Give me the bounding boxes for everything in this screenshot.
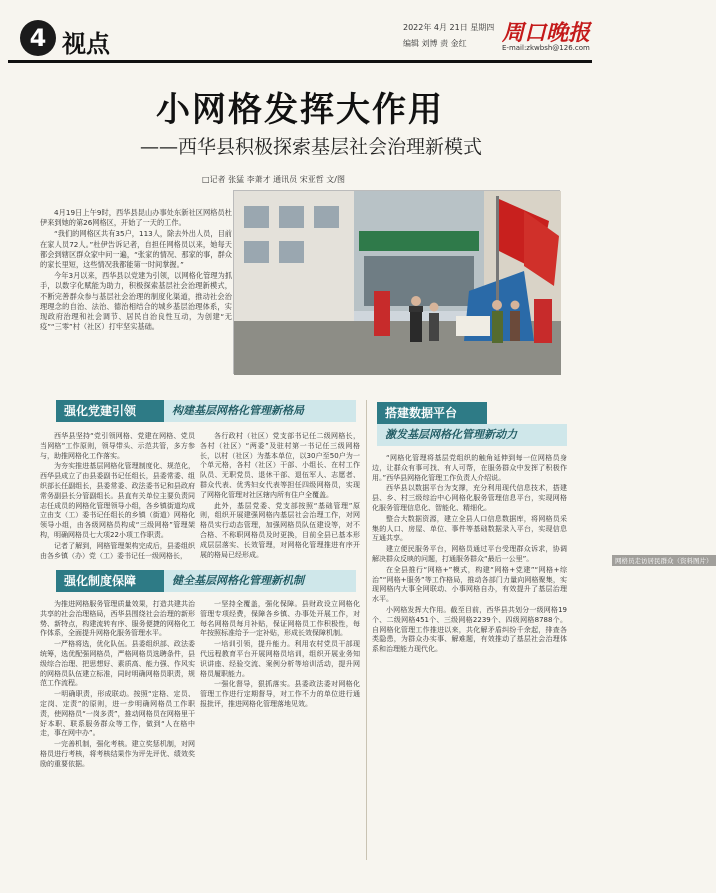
article-headline: 小网格发挥大作用 <box>156 90 444 130</box>
section-paragraph: 小网格发挥大作用。截至目前，西华县共划分一级网格19个、二级网格451个、三级网格2239个、四级网格8788个。自网格化管理工作推进以来，共化解矛盾纠纷千余起，排查各类隐患，为群众办实事、解难题，有效推动了基层社会治理体系和治理能力现代化。 <box>372 605 567 654</box>
editor-credit: 编辑 刘博 责 金红 <box>403 39 467 48</box>
lead-paragraph: 4月19日上午9时，西华县昆山办事处东新社区网格员杜伊来到她的第26网格区，开始了一天的工作。 <box>40 208 232 228</box>
header-rule <box>8 60 592 63</box>
section-paragraph: 一坚持全覆盖，强化保障。县财政设立网格化管理专项经费，保障各乡镇、办事处开展工作，对每名网格员每月补贴，保证网格员工作积极性，每年按照标准给予一定补贴，形成长效保障机制。 <box>200 600 360 638</box>
section-subtitle-1: 构建基层网格化管理新格局 <box>164 400 356 422</box>
page-header <box>8 10 592 66</box>
section-banner-2 <box>56 570 356 592</box>
section-paragraph: “网格化管理将基层党组织的触角延伸到每一位网格员身边，让群众有事可找、有人可帮，在服务群众中发挥了积极作用。”西华县网格化管理工作负责人介绍说。 <box>372 454 567 482</box>
section-paragraph: 为推进网格服务管理质量效果，打造共建共治共享的社会治理格局，西华县围绕社会治理的新形势、新特点，构建流转有序、服务便捷的网格化工作体系，全面提升网格化服务管理水平。 <box>40 600 195 638</box>
article-subheadline: ——西华县积极探索基层社会治理新模式 <box>140 136 483 158</box>
section-banner-3 <box>377 402 567 446</box>
section-paragraph: 在全县推行“网格+”模式，构建“网格+党建”“网格+综治”“网格+服务”等工作格局，推动各部门力量向网格聚集，实现网格内大事全网联动、小事网格自办，有效提升了基层治理水平。 <box>372 565 567 604</box>
section-paragraph: 一培训引领，提升能力。利用农村党员干部现代远程教育平台开展网格员培训，组织开展业务知识讲座、经验交流、案例分析等培训活动，提升网格员履职能力。 <box>200 640 360 678</box>
section-paragraph: 记者了解到，网格管理架构完成后，县委组织由各乡镇（办）党（工）委书记任一级网格长， <box>40 541 195 560</box>
street-scene-illustration <box>234 191 561 375</box>
section-title-3: 搭建数据平台 <box>377 402 487 424</box>
section-paragraph: 一强化督导，狠抓落实。县委政法委对网格化管理工作进行定期督导，对工作不力的单位进行通报批评，推进网格化管理落地见效。 <box>200 680 360 708</box>
lead-paragraph: 今年3月以来，西华县以党建为引领，以网格化管理为抓手，以数字化赋能为助力，积极探索基层社会治理新模式，不断完善群众参与基层社会治理的制度化渠道，推动社会治理理念的自治、法治、德治相结合的城乡基层治理体系，实现政府治理和社会调节、居民自治良性互动，为创建“无疫”“三零”村（社区）打牢坚实基础。 <box>40 271 232 332</box>
contact-email: E-mail:zkwbsh@126.com <box>502 44 590 52</box>
section-paragraph: 一明确职责，形成联动。按照“定格、定员、定岗、定责”的原则，进一步明确网格员工作职责，使网格员“一岗多责”，推动网格员在网格里干好本职、联系服务群众等工作，做到“人在格中走，事在网中办”。 <box>40 690 195 738</box>
section-title-1: 强化党建引领 <box>56 400 164 422</box>
section-paragraph: 西华县坚持“党引领网格、党建在网格、党员当网格”工作原则，领导带头、示范共管，多方参与，助推网格化工作落实。 <box>40 432 195 460</box>
section-paragraph: 建立便民服务平台，网格员通过平台受理群众诉求，协调解决群众反映的问题，打通服务群众“最后一公里”。 <box>372 545 567 563</box>
section-name: 视点 <box>62 29 110 58</box>
section-paragraph: 为夯实推进基层网格化管理制度化、规范化，西华县成立了由县委副书记任组长，县委常委、组织部长任副组长，县委常委、政法委书记和县政府常务副县长分管副组长。县直有关单位主要负责同志任成员的网格化管理领导小组，各乡镇街道均成立由支（工）委书记任组长的乡镇（街道）网格化领导小组，由各级网格员构成“三级网格”管理架构，明确网格员七大项22小项工作职责。 <box>40 462 195 539</box>
section-3-column <box>372 454 567 854</box>
section-subtitle-3: 激发基层网格化管理新动力 <box>377 424 567 446</box>
page-number: 4 <box>20 20 56 56</box>
lead-paragraph: “我们的网格区共有35户，113人，除去外出人员，目前在家人员72人。”杜伊告诉记者，自担任网格员以来，她每天都会到辖区群众家中问一遍，“张家的情况、那家的事，群众的家长里短，这些情况我都能第一时间掌握。” <box>40 229 232 270</box>
article-lead <box>40 208 232 333</box>
section-paragraph: 整合大数据资源，建立全县人口信息数据库，将网格员采集的人口、房屋、单位、事件等基础数据录入平台，实现信息互通共享。 <box>372 514 567 543</box>
masthead-logo: 周口晚报 <box>502 20 591 46</box>
section-2-column-2 <box>200 600 360 855</box>
section-title-2: 强化制度保障 <box>56 570 164 592</box>
section-banner-1 <box>56 400 356 422</box>
photo-caption: 网格员走访居民群众（资料图片） <box>612 555 716 566</box>
section-paragraph: 西华县以数据平台为支撑，充分利用现代信息技术，搭建县、乡、村三级综治中心网格化服务管理信息平台，实现网格化服务管理信息化、智能化、精细化。 <box>372 484 567 512</box>
article-byline: □记者 张猛 李萧才 通讯员 宋亚哲 文/图 <box>202 175 345 184</box>
section-paragraph: 此外，基层党委、党支部按照“基础管理”原则，组织开展建强网格内基层社会治理工作，对网格员实行动态管理，加强网格员队伍建设等，对不合格、不称职网格员及时更换，目前全县已基本形成层层落实、长效管理，对网格化管理推进有序开展的格局已经形成。 <box>200 501 360 559</box>
section-paragraph: 各行政村（社区）党支部书记任二级网格长，各村（社区）“两委”及驻村第一书记任三级网格长，以村（社区）为基本单位，以30户至50户为一个单元格，各村（社区）干部、小组长、在村工作队员、无职党员、退休干部、退伍军人、志愿者、群众代表、优秀妇女代表等担任四级网格员，实现了网格化管理对社区辖内所有住户全覆盖。 <box>200 432 360 499</box>
section-paragraph: 一严格将选，优化队伍。县委组织部、政法委统筹，选优配强网格员，严格网格员选聘条件，县级综合治理、把思想好、素质高、能力强、作风实的网格员队伍建立标准，同时明确网格员职责，规范工作流程。 <box>40 640 195 688</box>
section-paragraph: 一完善机制，强化考核。建立奖惩机制，对网格员进行考核，将考核结果作为评先评优、绩效奖励的重要依据。 <box>40 740 195 768</box>
issue-date: 2022年 4月 21日 星期四 <box>403 23 495 32</box>
section-subtitle-2: 健全基层网格化管理新机制 <box>164 570 356 592</box>
column-divider <box>366 400 367 860</box>
section-2-column-1 <box>40 600 195 855</box>
